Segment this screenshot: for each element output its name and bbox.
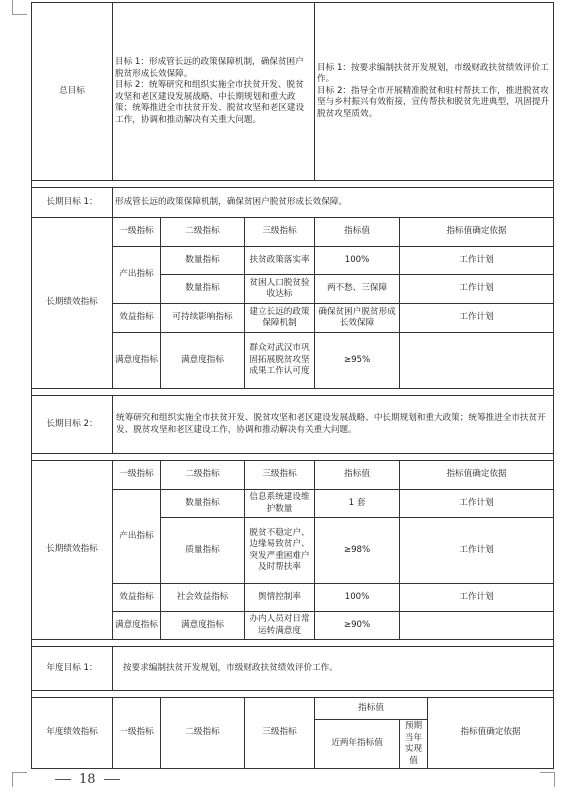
overall-goal-left-1: 目标 1：形成管长远的政策保障机制，确保贫困户脱贫形成长效保障。 (115, 57, 304, 79)
lt1-r4-l2: 满意度指标 (161, 333, 245, 389)
lt1-head-l1: 一级指标 (113, 218, 161, 247)
annual-goal-row (32, 647, 554, 691)
lt2-r1-value: 1 套 (315, 490, 400, 518)
spacer (32, 389, 554, 396)
overall-goal-left-2: 目标 2：统筹研究和组织实施全市扶贫开发、脱贫攻坚和老区建设发展战略、中长期规划和重大政策；统筹推进全市扶贫开发、脱贫攻坚和老区建设工作，协调和推动解决有关重大问题。 (115, 80, 305, 125)
lt1-r4-l1: 满意度指标 (113, 333, 161, 389)
lt1-r2-l2: 数量指标 (161, 275, 245, 304)
lt1-head-l2: 二级指标 (161, 218, 245, 247)
annual-head-basis: 指标值确定依据 (428, 698, 554, 769)
lt2-header-row (32, 461, 554, 490)
overall-goal-right-1: 目标 1：按要求编制扶贫开发规划，市级财政扶贫绩效评价工作。 (317, 62, 549, 85)
lt1-r2-basis: 工作计划 (400, 275, 554, 304)
lt2-head-l3: 三级指标 (245, 461, 315, 490)
annual-perf-label: 年度绩效指标 (32, 698, 113, 769)
lt1-r1-l2: 数量指标 (161, 247, 245, 275)
lt2-r4-l3: 办内人员对日常运转满意度 (245, 612, 315, 640)
lt2-head-basis: 指标值确定依据 (400, 461, 554, 490)
spacer (32, 181, 554, 188)
lt2-r2-l3: 脱贫不稳定户、边缘易致贫户、突发严重困难户及时帮扶率 (245, 518, 315, 584)
lt1-r3-l1: 效益指标 (113, 304, 161, 333)
lt2-r4-l2: 满意度指标 (161, 612, 245, 640)
long-term-goal-2-text: 统筹研究和组织实施全市扶贫开发、脱贫攻坚和老区建设发展战略、中长期规划和重大政策；统筹推进全市扶贫开发、脱贫攻坚和老区建设工作，协调和推动解决有关重大问题。 (113, 396, 554, 454)
long-term-goal-1-label: 长期目标 1： (32, 188, 113, 218)
overall-goal-row (32, 3, 554, 181)
lt2-r3-l1: 效益指标 (113, 584, 161, 612)
lt2-l1-output: 产出指标 (113, 490, 161, 584)
lt2-perf-label: 长期绩效指标 (32, 461, 113, 640)
lt1-r2-l3: 贫困人口脱贫验收达标 (245, 275, 315, 304)
lt2-r4-value: ≥90% (315, 612, 400, 640)
long-term-goal-1-row (32, 188, 554, 218)
lt2-r1-l3: 信息系统建设维护数量 (245, 490, 315, 518)
lt1-l1-output: 产出指标 (113, 247, 161, 304)
annual-head-l1: 一级指标 (113, 698, 161, 769)
lt2-head-l2: 二级指标 (161, 461, 245, 490)
lt1-r3-basis: 工作计划 (400, 304, 554, 333)
footer-dash-right (104, 779, 120, 780)
lt1-head-value: 指标值 (315, 218, 400, 247)
lt1-r4-value: ≥95% (315, 333, 400, 389)
long-term-goal-2-row (32, 396, 554, 454)
lt2-head-value: 指标值 (315, 461, 400, 490)
lt2-head-l1: 一级指标 (113, 461, 161, 490)
spacer (32, 691, 554, 698)
page-footer (55, 772, 145, 787)
lt2-r3-value: 100% (315, 584, 400, 612)
performance-goal-table (31, 2, 554, 769)
footer-dash-left (55, 779, 71, 780)
annual-head-l3: 三级指标 (245, 698, 315, 769)
lt2-r4-basis (400, 612, 554, 640)
long-term-goal-1-text: 形成管长远的政策保障机制，确保贫困户脱贫形成长效保障。 (113, 188, 554, 218)
annual-goal-label: 年度目标 1： (32, 647, 113, 691)
lt2-r2-l2: 质量指标 (161, 518, 245, 584)
overall-goal-left (113, 3, 315, 181)
lt1-r1-basis: 工作计划 (400, 247, 554, 275)
lt1-perf-label: 长期绩效指标 (32, 218, 113, 389)
crop-mark-top-left (12, 0, 27, 15)
annual-head-recent: 近两年指标值 (315, 720, 400, 769)
lt1-header-row (32, 218, 554, 247)
lt2-r4-l1: 满意度指标 (113, 612, 161, 640)
annual-header-row-1 (32, 698, 554, 720)
spacer (32, 640, 554, 647)
overall-goal-right (315, 3, 554, 181)
lt2-r1-l2: 数量指标 (161, 490, 245, 518)
lt1-r1-l3: 扶贫政策落实率 (245, 247, 315, 275)
lt2-r3-basis: 工作计划 (400, 584, 554, 612)
lt1-head-basis: 指标值确定依据 (400, 218, 554, 247)
lt1-r1-value: 100% (315, 247, 400, 275)
lt2-r3-l3: 舆情控制率 (245, 584, 315, 612)
lt2-r1-basis: 工作计划 (400, 490, 554, 518)
crop-mark-bottom-left (12, 772, 27, 787)
lt2-r3-l2: 社会效益指标 (161, 584, 245, 612)
annual-head-value: 指标值 (315, 698, 428, 720)
lt2-r2-value: ≥98% (315, 518, 400, 584)
annual-goal-text: 按要求编制扶贫开发规划，市级财政扶贫绩效评价工作。 (113, 647, 554, 691)
overall-goal-right-2: 目标 2：指导全市开展精准脱贫和驻村帮扶工作，推进脱贫攻坚与乡村振兴有效衔接，宣传帮扶和脱贫先进典型，巩固提升脱贫攻坚质效。 (317, 85, 550, 119)
crop-mark-bottom-right (540, 772, 555, 787)
lt1-r4-l3: 群众对武汉市巩固拓展脱贫攻坚成果工作认可度 (245, 333, 315, 389)
overall-goal-label: 总目标 (32, 3, 113, 181)
lt1-r4-basis (400, 333, 554, 389)
lt1-r3-l2: 可持续影响指标 (161, 304, 245, 333)
spacer (32, 454, 554, 461)
long-term-goal-2-label: 长期目标 2： (32, 396, 113, 454)
lt1-r2-value: 两不愁、三保障 (315, 275, 400, 304)
lt1-r3-value: 确保贫困户脱贫形成长效保障 (315, 304, 400, 333)
lt1-r3-l3: 建立长远的政策保障机制 (245, 304, 315, 333)
annual-head-l2: 二级指标 (161, 698, 245, 769)
lt1-head-l3: 三级指标 (245, 218, 315, 247)
page-number: 18 (79, 772, 96, 787)
lt2-r2-basis: 工作计划 (400, 518, 554, 584)
annual-head-expected: 预期当年实现值 (400, 720, 428, 769)
